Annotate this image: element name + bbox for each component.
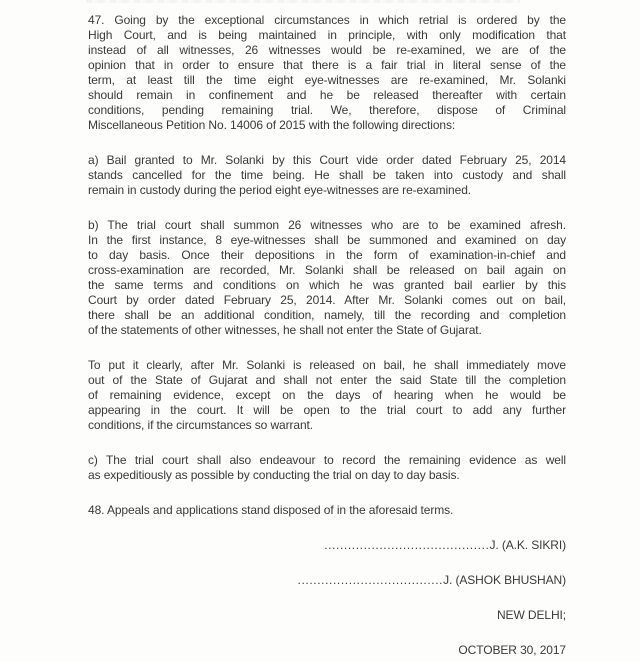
signature-dotted-leader: ..................................... — [297, 573, 444, 587]
paragraph-clarification — [88, 358, 566, 433]
paragraphs-container — [88, 13, 566, 518]
signature-line-2 — [88, 573, 566, 588]
judge-name: J. (A.K. SIKRI) — [489, 538, 566, 552]
paragraph-47-line-2: High Court, and is being maintained in principle, with only modification that — [88, 28, 566, 42]
paragraph-clarification-line-5: conditions, if the circumstances so warrant. — [88, 418, 314, 432]
paragraph-direction-a-line-1: a) Bail granted to Mr. Solanki by this Court vide order dated February 25, 2014 — [88, 153, 566, 167]
signature-dotted-leader: .......................................... — [324, 538, 490, 552]
paragraph-47-line-4: opinion that in order to ensure that there is a fair trial in literal sense of the — [88, 58, 566, 72]
paragraph-47 — [88, 13, 566, 133]
paragraph-47-line-6: should remain in confinement and he be released thereafter with certain — [88, 88, 566, 102]
paragraph-47-line-1: 47. Going by the exceptional circumstances in which retrial is ordered by the — [88, 13, 566, 27]
paragraph-clarification-line-3: of remaining evidence, except on the days of hearing when he would be — [88, 388, 566, 402]
paragraph-direction-c — [88, 453, 566, 483]
paragraph-47-line-8: Miscellaneous Petition No. 14006 of 2015 with the following directions: — [88, 118, 456, 132]
place-text: NEW DELHI; — [496, 608, 566, 622]
paragraph-clarification-line-2: out of the State of Gujarat and shall not enter the said State till the completion — [88, 373, 566, 387]
date-line — [88, 643, 566, 658]
paragraph-48-line-1: 48. Appeals and applications stand disposed of in the aforesaid terms. — [88, 503, 454, 517]
paragraph-47-line-3: instead of all witnesses, 26 witnesses would be re-examined, we are of the — [88, 43, 566, 57]
signatures-container — [88, 538, 566, 588]
place-line — [88, 608, 566, 623]
date-text: OCTOBER 30, 2017 — [458, 643, 566, 657]
paragraph-direction-b-line-4: cross-examination are recorded, Mr. Solanki shall be released on bail again on — [88, 263, 566, 277]
paragraph-direction-b-line-6: Court by order dated February 25, 2014. After Mr. Solanki comes out on bail, — [88, 293, 566, 307]
paragraph-direction-b-line-1: b) The trial court shall summon 26 witnesses who are to be examined afresh. — [88, 218, 566, 232]
paragraph-direction-b-line-3: to day basis. Once their depositions in the form of examination-in-chief and — [88, 248, 566, 262]
paragraph-direction-b-line-5: the same terms and conditions on which he was granted bail earlier by this — [88, 278, 566, 292]
paragraph-direction-b — [88, 218, 566, 338]
paragraph-47-line-7: conditions, pending remaining trial. We, therefore, dispose of Criminal — [88, 103, 566, 117]
paragraph-direction-b-line-7: there shall be an additional condition, namely, till the recording and completion — [88, 308, 566, 322]
paragraph-direction-b-line-8: of the statements of other witnesses, he shall not enter the State of Gujarat. — [88, 323, 482, 337]
cut-off-text-remnant — [86, 0, 520, 3]
closing-block — [88, 538, 566, 658]
judge-name: J. (ASHOK BHUSHAN) — [443, 573, 566, 587]
signature-line-1 — [88, 538, 566, 553]
paragraph-clarification-line-1: To put it clearly, after Mr. Solanki is released on bail, he shall immediately move — [88, 358, 566, 372]
paragraph-direction-b-line-2: In the first instance, 8 eye-witnesses shall be summoned and examined on day — [88, 233, 566, 247]
paragraph-clarification-line-4: appearing in the court. It will be open to the trial court to add any further — [88, 403, 566, 417]
paragraph-direction-a — [88, 153, 566, 198]
paragraph-direction-a-line-2: stands cancelled for the time being. He shall be taken into custody and shall — [88, 168, 566, 182]
paragraph-direction-c-line-2: as expeditiously as possible by conducting the trial on day to day basis. — [88, 468, 460, 482]
judgment-text-block — [88, 13, 566, 658]
paragraph-direction-a-line-3: remain in custody during the period eight eye-witnesses are re-examined. — [88, 183, 472, 197]
paragraph-direction-c-line-1: c) The trial court shall also endeavour to record the remaining evidence as well — [88, 453, 566, 467]
paragraph-48 — [88, 503, 566, 518]
paragraph-47-line-5: term, at least till the time eight eye-witnesses are re-examined, Mr. Solanki — [88, 73, 566, 87]
